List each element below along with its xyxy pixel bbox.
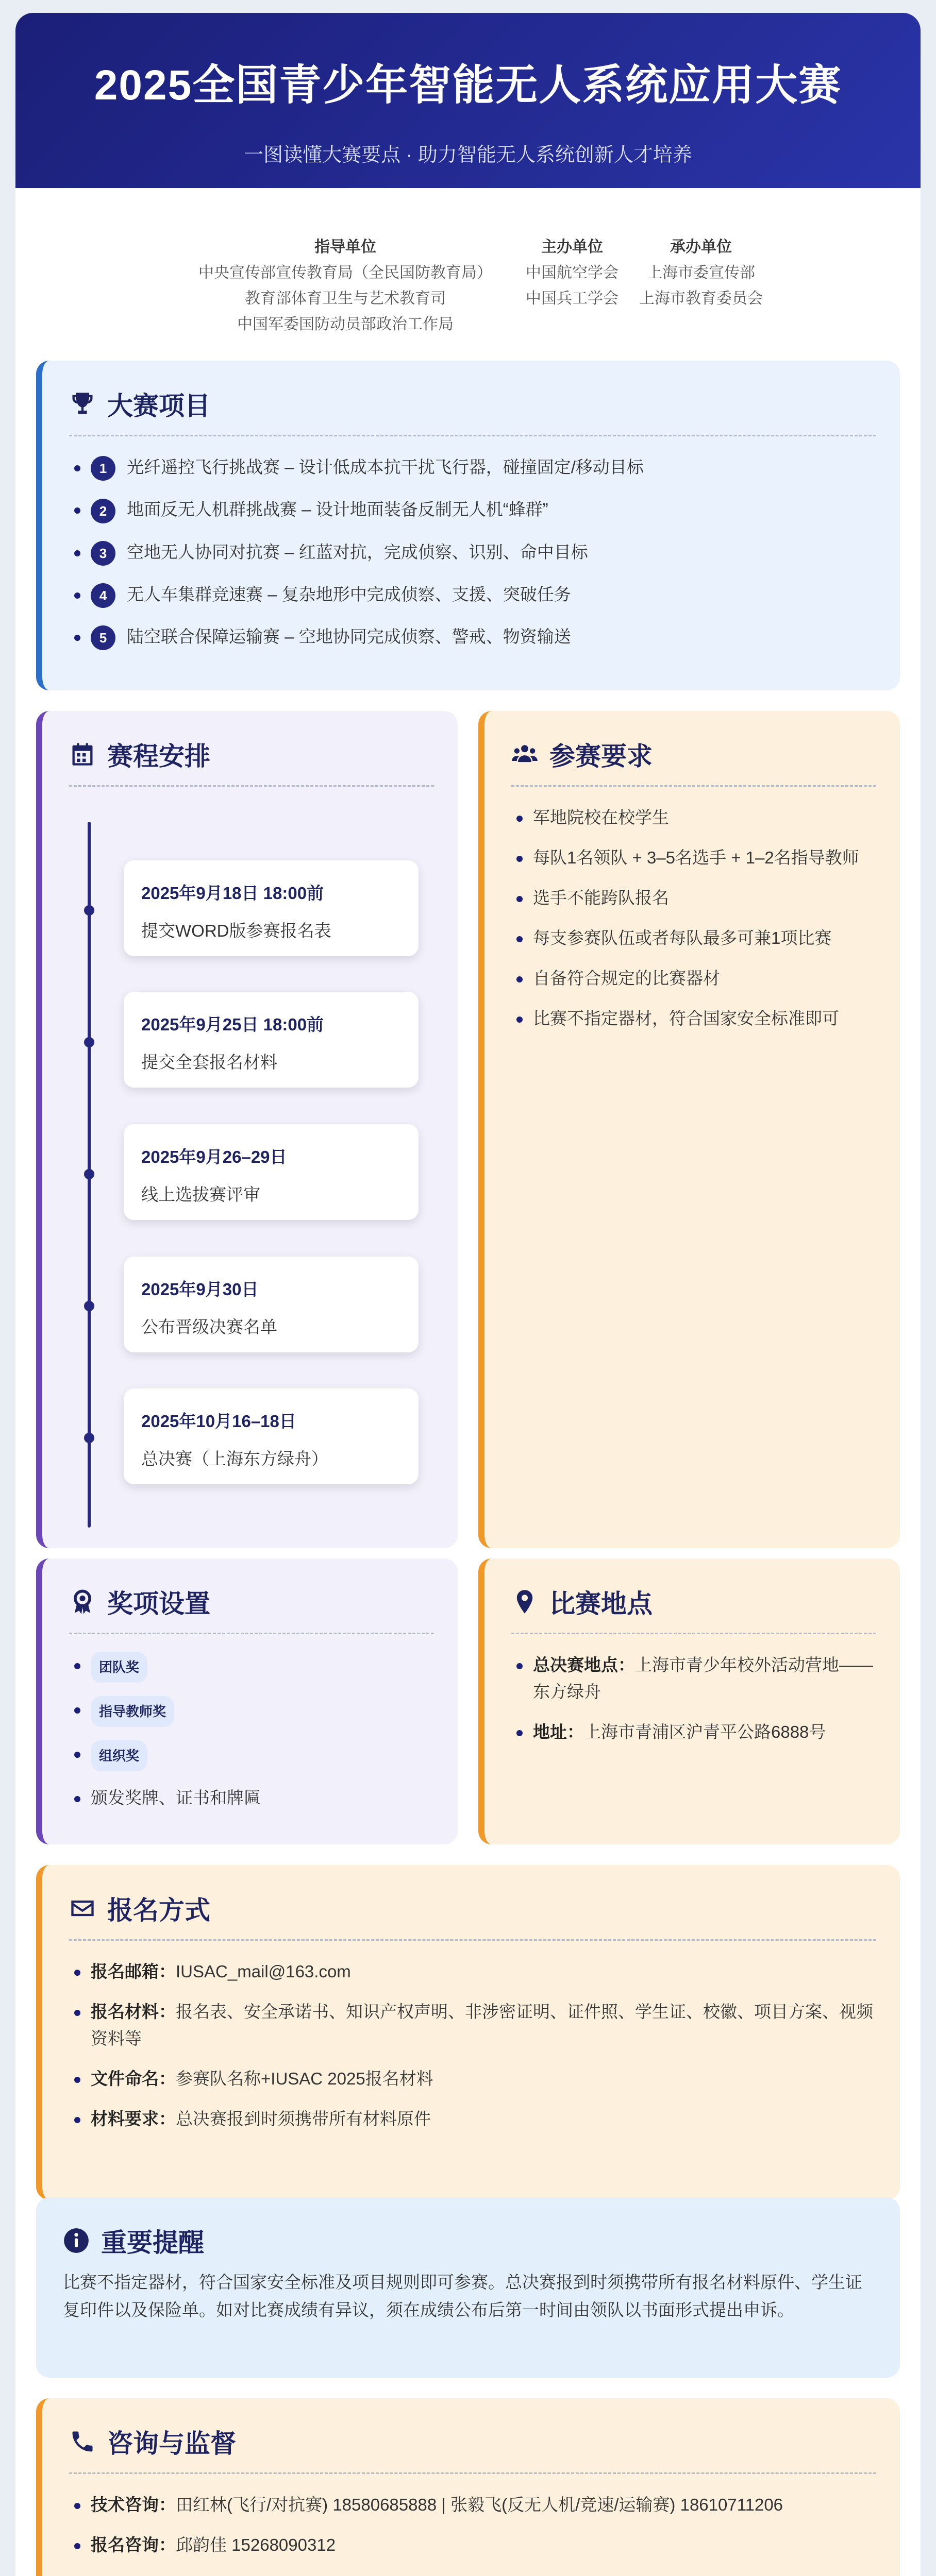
project-text: 光纤遥控飞行挑战赛 – 设计低成本抗干扰飞行器，碰撞固定/移动目标: [127, 457, 644, 477]
project-number: 3: [91, 541, 115, 566]
requirement-item: 选手不能跨队报名: [511, 885, 876, 911]
hero-banner: [15, 13, 921, 188]
venue-key: 地址：: [533, 1722, 584, 1741]
project-item: [69, 581, 876, 608]
contact-list: [69, 2492, 876, 2576]
timeline-text: 公布晋级决赛名单: [141, 1317, 277, 1336]
signup-key: 材料要求：: [91, 2109, 176, 2128]
requirements-heading: [511, 736, 876, 787]
requirement-item: 每支参赛队伍或者每队最多可兼1项比赛: [511, 925, 876, 952]
notice-card: [36, 2197, 900, 2378]
timeline-item: [124, 1124, 419, 1220]
organizer-units: [634, 234, 768, 312]
timeline-item: [124, 860, 419, 956]
project-text: 地面反无人机群挑战赛 – 设计地面装备反制无人机“蜂群”: [127, 500, 548, 519]
contact-key: 报名咨询：: [91, 2535, 176, 2554]
timeline-dot: [84, 905, 94, 916]
venue-value: 上海市青少年校外活动营地——东方绿舟: [533, 1655, 873, 1701]
signup-item: [69, 1958, 876, 1985]
signup-item: [69, 1998, 876, 2052]
project-item: [69, 623, 876, 650]
organizer-units-title: 承办单位: [670, 239, 732, 256]
award-item: [69, 1696, 434, 1727]
timeline-dot: [84, 1169, 94, 1179]
timeline-date: 2025年10月16–18日: [141, 1412, 296, 1431]
timeline-dot: [84, 1037, 94, 1047]
signup-card: [36, 1865, 900, 2200]
organizer-unit: 上海市委宣传部: [647, 264, 755, 281]
calendar-icon: [69, 741, 96, 768]
signup-item: [69, 2065, 876, 2092]
contact-value: 邱韵佳 15268090312: [176, 2535, 336, 2554]
venue-card: [478, 1558, 900, 1844]
timeline-dot: [84, 1433, 94, 1443]
host-unit: 中国航空学会: [526, 264, 619, 281]
award-item: 颁发奖牌、证书和牌匾: [69, 1785, 434, 1811]
awards-card: [36, 1558, 458, 1844]
guide-unit: 中央宣传部宣传教育局（全民国防教育局）: [198, 264, 492, 281]
signup-heading: [69, 1890, 876, 1941]
guide-unit: 教育部体育卫生与艺术教育司: [245, 290, 446, 307]
signup-email[interactable]: IUSAC_mail@163.com: [176, 1962, 351, 1981]
contact-item: [69, 2572, 876, 2576]
host-units: [510, 234, 634, 312]
timeline-item: [124, 1388, 419, 1484]
notice-title: 重要提醒: [101, 2228, 204, 2257]
contact-item: [69, 2532, 876, 2558]
project-text: 陆空联合保障运输赛 – 空地协同完成侦察、警戒、物资输送: [127, 627, 571, 647]
signup-title: 报名方式: [107, 1896, 210, 1925]
page-container: [15, 13, 921, 2576]
venue-item: [511, 1719, 876, 1745]
page-subtitle: 一图读懂大赛要点 · 助力智能无人系统创新人才培养: [244, 144, 692, 166]
award-item: [69, 1740, 434, 1771]
timeline-item: [124, 1257, 419, 1352]
project-text: 空地无人协同对抗赛 – 红蓝对抗，完成侦察、识别、命中目标: [127, 542, 588, 562]
organizer-unit: 上海市教育委员会: [639, 290, 763, 307]
requirements-card: [478, 711, 900, 1548]
requirement-item: 每队1名领队 + 3–5名选手 + 1–2名指导教师: [511, 844, 876, 871]
requirements-title: 参赛要求: [549, 742, 653, 771]
signup-list: [69, 1958, 876, 2132]
contact-title: 咨询与监督: [107, 2429, 236, 2458]
project-number: 2: [91, 499, 115, 523]
schedule-heading: [69, 736, 434, 787]
notice-heading: [63, 2222, 876, 2259]
award-item: [69, 1652, 434, 1683]
phone-icon: [69, 2428, 96, 2455]
venue-value: 上海市青浦区沪青平公路6888号: [584, 1722, 826, 1741]
requirement-item: 比赛不指定器材，符合国家安全标准即可: [511, 1005, 876, 1032]
contact-value: 田红林(飞行/对抗赛) 18580685888 | 张毅飞(反无人机/竞速/运输赛) 18610711206: [176, 2495, 783, 2514]
projects-card: [36, 361, 900, 690]
projects-list: [69, 454, 876, 650]
venue-item: [511, 1652, 876, 1705]
project-number: 1: [91, 456, 115, 481]
requirement-item: 军地院校在校学生: [511, 804, 876, 831]
info-icon: [63, 2227, 90, 2254]
requirement-item: 自备符合规定的比赛器材: [511, 965, 876, 992]
timeline-date: 2025年9月26–29日: [141, 1147, 287, 1166]
envelope-icon: [69, 1895, 96, 1922]
requirements-list: [511, 804, 876, 1032]
timeline-dot: [84, 1301, 94, 1311]
timeline-date: 2025年9月30日: [141, 1280, 259, 1299]
project-number: 5: [91, 625, 115, 650]
host-units-title: 主办单位: [541, 239, 603, 256]
project-item: [69, 496, 876, 523]
signup-value: 参赛队名称+IUSAC 2025报名材料: [176, 2069, 433, 2088]
timeline-date: 2025年9月18日 18:00前: [141, 884, 324, 903]
page-title: 2025全国青少年智能无人系统应用大赛: [94, 62, 842, 109]
signup-value: 报名表、安全承诺书、知识产权声明、非涉密证明、证件照、学生证、校徽、项目方案、视频资料等: [91, 2002, 873, 2048]
project-text: 无人车集群竞速赛 – 复杂地形中完成侦察、支援、突破任务: [127, 584, 571, 604]
venue-title: 比赛地点: [549, 1589, 653, 1618]
signup-item: [69, 2106, 876, 2132]
contact-key: 技术咨询：: [91, 2495, 176, 2514]
users-icon: [511, 741, 538, 768]
timeline-date: 2025年9月25日 18:00前: [141, 1015, 324, 1034]
project-number: 4: [91, 583, 115, 608]
award-tag: 团队奖: [91, 1652, 147, 1683]
guide-units: [180, 234, 510, 337]
guide-unit: 中国军委国防动员部政治工作局: [237, 316, 454, 333]
timeline-item: [124, 992, 419, 1088]
venue-list: [511, 1652, 876, 1745]
signup-key: 报名邮箱：: [91, 1962, 176, 1981]
awards-title: 奖项设置: [107, 1589, 210, 1618]
notice-text: 比赛不指定器材，符合国家安全标准及项目规则即可参赛。总决赛报到时须携带所有报名材料原件、学生证复印件以及保险单。如对比赛成绩有异议，须在成绩公布后第一时间由领队以书面形式提出申诉。: [63, 2273, 862, 2319]
venue-heading: [511, 1583, 876, 1634]
awards-list: [69, 1652, 434, 1811]
map-pin-icon: [511, 1588, 538, 1615]
award-tag: 组织奖: [91, 1740, 147, 1771]
signup-key: 文件命名：: [91, 2069, 176, 2088]
trophy-icon: [69, 391, 96, 417]
signup-key: 报名材料：: [91, 2002, 176, 2021]
timeline-text: 总决赛（上海东方绿舟）: [141, 1449, 328, 1468]
timeline-text: 提交全套报名材料: [141, 1053, 277, 1072]
project-item: [69, 539, 876, 566]
timeline-text: 提交WORD版参赛报名表: [141, 921, 331, 940]
medal-icon: [69, 1588, 96, 1615]
organizers-section: [15, 234, 921, 348]
schedule-title: 赛程安排: [107, 742, 210, 771]
host-unit: 中国兵工学会: [526, 290, 619, 307]
signup-value: 总决赛报到时须携带所有材料原件: [176, 2109, 431, 2128]
contact-heading: [69, 2423, 876, 2474]
timeline-text: 线上选拔赛评审: [141, 1185, 260, 1204]
guide-units-title: 指导单位: [314, 239, 376, 256]
contact-card: [36, 2398, 900, 2576]
project-item: [69, 454, 876, 481]
awards-heading: [69, 1583, 434, 1634]
projects-heading: [69, 385, 876, 436]
venue-key: 总决赛地点：: [533, 1655, 635, 1674]
contact-item: [69, 2492, 876, 2518]
projects-title: 大赛项目: [107, 392, 210, 420]
award-tag: 指导教师奖: [91, 1696, 174, 1727]
